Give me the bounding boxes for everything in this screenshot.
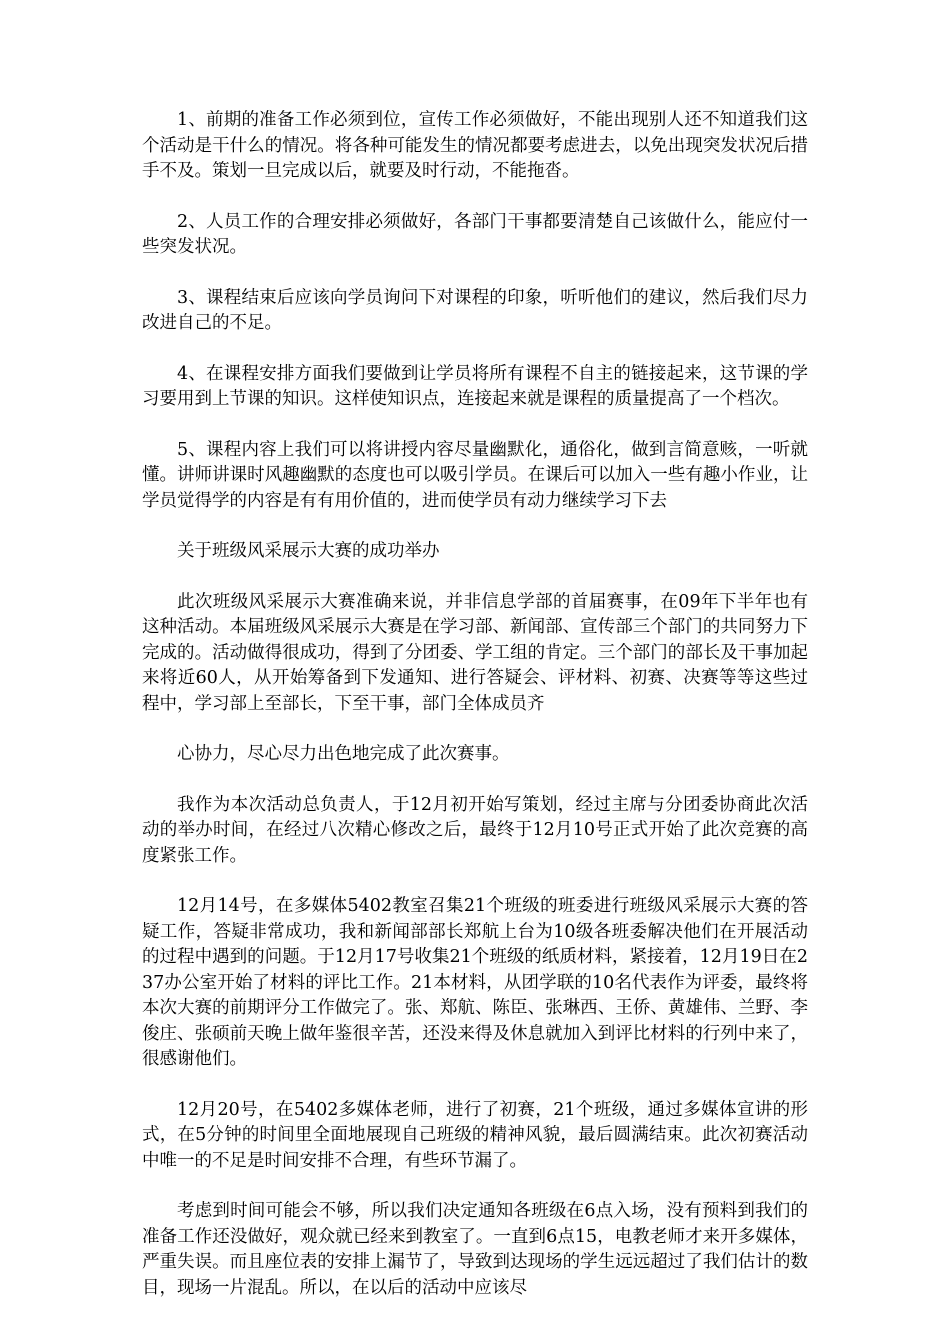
paragraph-12: 考虑到时间可能会不够，所以我们决定通知各班级在6点入场，没有预料到我们的准备工作还没做好，观众就已经来到教室了。一直到6点15，电教老师才来开多媒体，严重失误。而且座位表的安排上漏节了，导致到达现场的学生远远超过了我们估计的数目，现场一片混乱。所以，在以后的活动中应该尽 [142, 1201, 808, 1298]
document-body [142, 108, 808, 1326]
paragraph-3: 3、课程结束后应该向学员询问下对课程的印象，听听他们的建议，然后我们尽力改进自己的不足。 [142, 287, 808, 333]
paragraph-11: 12月20号，在5402多媒体老师，进行了初赛，21个班级，通过多媒体宣讲的形式，在5分钟的时间里全面地展现自己班级的精神风貌，最后圆满结束。此次初赛活动中唯一的不足是时间安排不合理，有些环节漏了。 [142, 1099, 808, 1171]
paragraph-9: 我作为本次活动总负责人，于12月初开始写策划，经过主席与分团委协商此次活动的举办时间，在经过八次精心修改之后，最终于12月10号正式开始了此次竞赛的高度紧张工作。 [142, 794, 808, 866]
paragraph-2: 2、人员工作的合理安排必须做好，各部门干事都要清楚自己该做什么，能应付一些突发状况。 [142, 211, 808, 257]
paragraph-10: 12月14号，在多媒体5402教室召集21个班级的班委进行班级风采展示大赛的答疑工作，答疑非常成功，我和新闻部部长郑航上台为10级各班委解决他们在开展活动的过程中遇到的问题。于12月17号收集21个班级的纸质材料，紧接着，12月19日在237办公室开始了材料的评比工作。21本材料，从团学联的10名代表作为评委，最终将本次大赛的前期评分工作做完了。张、郑航、陈臣、张琳西、王侨、黄雄伟、兰野、李俊庄、张硕前天晚上做年鉴很辛苦，还没来得及休息就加入到评比材料的行列中来了，很感谢他们。 [142, 896, 808, 1069]
section-heading: 关于班级风采展示大赛的成功举办 [177, 541, 440, 561]
paragraph-5: 5、课程内容上我们可以将讲授内容尽量幽默化，通俗化，做到言简意赅，一听就懂。讲师讲课时风趣幽默的态度也可以吸引学员。在课后可以加入一些有趣小作业，让学员觉得学的内容是有有用价值的，进而使学员有动力继续学习下去 [142, 439, 808, 511]
paragraph-7: 此次班级风采展示大赛准确来说，并非信息学部的首届赛事，在09年下半年也有这种活动。本届班级风采展示大赛是在学习部、新闻部、宣传部三个部门的共同努力下完成的。活动做得很成功，得到了分团委、学工组的肯定。三个部门的部长及干事加起来将近60人，从开始筹备到下发通知、进行答疑会、评材料、初赛、决赛等等这些过程中，学习部上至部长，下至干事，部门全体成员齐 [142, 591, 808, 714]
paragraph-1: 1、前期的准备工作必须到位，宣传工作必须做好，不能出现别人还不知道我们这个活动是干什么的情况。将各种可能发生的情况都要考虑进去，以免出现突发状况后措手不及。策划一旦完成以后，就要及时行动，不能拖沓。 [142, 110, 808, 181]
paragraph-8: 心协力，尽心尽力出色地完成了此次赛事。 [177, 744, 510, 764]
paragraph-4: 4、在课程安排方面我们要做到让学员将所有课程不自主的链接起来，这节课的学习要用到上节课的知识。这样使知识点，连接起来就是课程的质量提高了一个档次。 [142, 363, 808, 409]
